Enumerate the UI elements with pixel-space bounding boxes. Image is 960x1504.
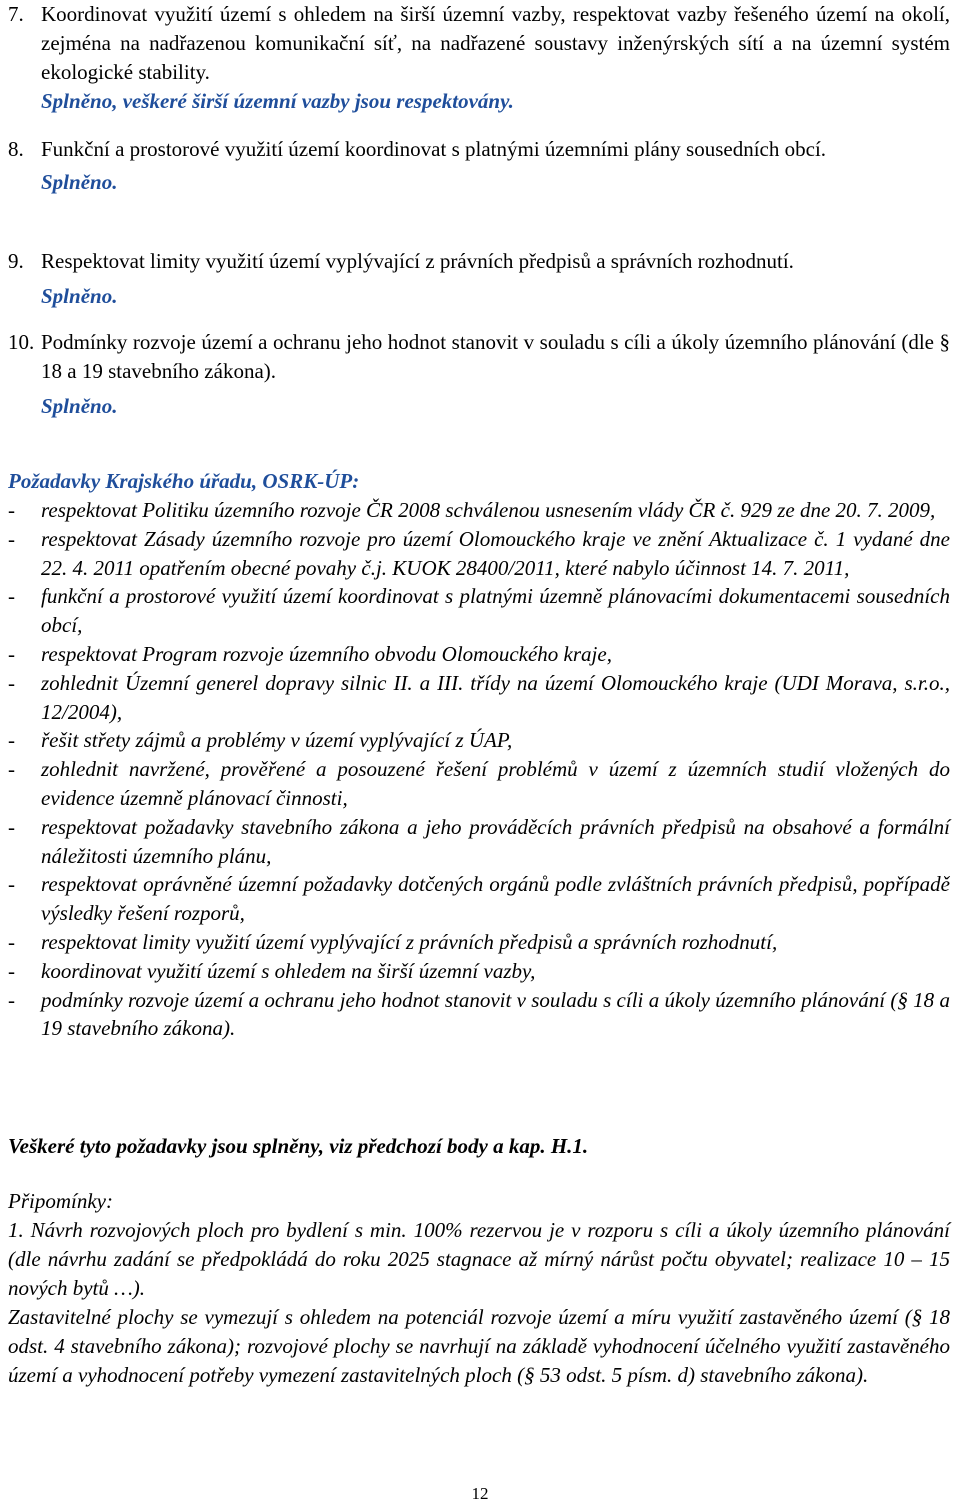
list-item: - respektovat požadavky stavebního zákona a jeho prováděcích právních předpisů na obsahové a formální náležitosti územního plánu, — [8, 814, 950, 868]
conclusion: Veškeré tyto požadavky jsou splněny, viz předchozí body a kap. H.1. — [8, 1134, 589, 1158]
item-10 — [8, 328, 950, 421]
item-text: Funkční a prostorové využití území koordinovat s platnými územními plány sousedních obcí. — [41, 137, 827, 161]
remark-point: 1. Návrh rozvojových ploch pro bydlení s min. 100% rezervou je v rozporu s cíli a úkoly územního plánování (dle návrhu zadání se předpokládá do roku 2025 stagnace až mírný nárůst počtu obyvatel; realizace 10 – 15 nových bytů …). — [8, 1218, 950, 1300]
regional-heading: Požadavky Krajského úřadu, OSRK-ÚP: — [8, 469, 360, 493]
page-number: 12 — [471, 1484, 489, 1503]
list-item: - respektovat Zásady územního rozvoje pro území Olomouckého kraje ve znění Aktualizace č. 1 vydané dne 22. 4. 2011 opatřením obecné povahy č.j. KUOK 28400/2011, které nabylo účinnost 14. 7. 2011, — [8, 526, 950, 580]
remarks — [8, 1187, 950, 1390]
item-number: 10. — [8, 330, 35, 354]
item-number: 7. — [8, 2, 24, 26]
regional-requirements — [8, 467, 950, 1043]
item-status: Splněno. — [41, 170, 118, 194]
item-status: Splněno. — [41, 284, 118, 308]
item-status: Splněno. — [41, 394, 118, 418]
item-text: Podmínky rozvoje území a ochranu jeho hodnot stanovit v souladu s cíli a úkoly územního plánování (dle § 18 a 19 stavebního zákona). — [41, 330, 950, 383]
list-item: - podmínky rozvoje území a ochranu jeho hodnot stanovit v souladu s cíli a úkoly územního plánování (§ 18 a 19 stavebního zákona). — [8, 987, 950, 1041]
item-number: 9. — [8, 249, 24, 273]
item-9 — [8, 247, 950, 311]
item-text: Koordinovat využití území s ohledem na širší územní vazby, respektovat vazby řešeného území na okolí, zejména na nadřazenou komunikační síť, na nadřazené soustavy inženýrských sítí a na územní systém ekologické stability. — [41, 2, 950, 84]
item-status: Splněno, veškeré širší územní vazby jsou respektovány. — [41, 89, 514, 113]
remark-answer: Zastavitelné plochy se vymezují s ohledem na potenciál rozvoje území a míru využití zastavěného území (§ 18 odst. 4 stavebního zákona); rozvojové plochy se navrhují na základě vyhodnocení účelného využití zastavěného území a vyhodnocení potřeby vymezení zastavitelných ploch (§ 53 odst. 5 písm. d) stavebního zákona). — [8, 1305, 950, 1387]
list-item: - respektovat Politiku územního rozvoje ČR 2008 schválenou usnesením vlády ČR č. 929 ze dne 20. 7. 2009, — [8, 498, 936, 522]
list-item: - respektovat oprávněné územní požadavky dotčených orgánů podle zvláštních právních předpisů, popřípadě výsledky řešení rozporů, — [8, 872, 950, 926]
list-item: - respektovat Program rozvoje územního obvodu Olomouckého kraje, — [8, 641, 612, 666]
list-item: - funkční a prostorové využití území koordinovat s platnými územně plánovacími dokumentacemi sousedních obcí, — [8, 584, 950, 638]
list-item: - zohlednit navržené, prověřené a posouzené řešení problémů v území z územních studií vložených do evidence územně plánovací činnosti, — [8, 757, 950, 810]
list-item: - zohlednit Územní generel dopravy silnic II. a III. třídy na území Olomouckého kraje (UDI Morava, s.r.o., 12/2004), — [8, 670, 950, 724]
list-item: - koordinovat využití území s ohledem na širší územní vazby, — [8, 958, 536, 983]
item-text: Respektovat limity využití území vyplývající z právních předpisů a správních rozhodnutí. — [41, 249, 794, 273]
list-item: - řešit střety zájmů a problémy v území vyplývající z ÚAP, — [8, 728, 513, 753]
item-8 — [8, 135, 950, 197]
remarks-heading: Připomínky: — [8, 1189, 113, 1213]
item-number: 8. — [8, 137, 24, 161]
list-item: - respektovat limity využití území vyplývající z právních předpisů a správních rozhodnutí, — [8, 929, 778, 954]
requirements-list — [8, 496, 950, 1043]
item-7 — [8, 0, 950, 116]
